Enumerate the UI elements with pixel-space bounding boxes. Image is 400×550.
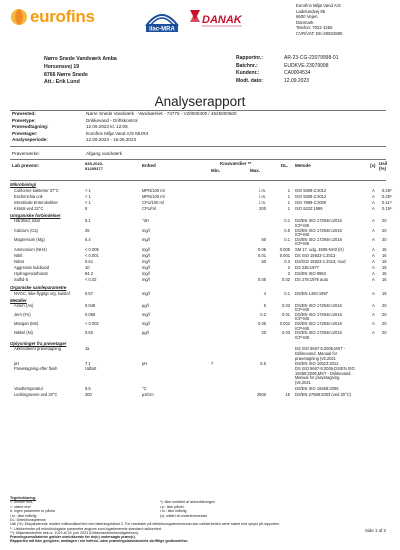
sample-value: 12.09.2023 - 16.09.2023 (86, 137, 137, 142)
uncertainty: 20 (382, 218, 387, 224)
unit: mg/l (142, 246, 150, 252)
meta-label: Batchnr.: (236, 62, 258, 69)
result-value: Ja (85, 346, 90, 352)
section-title: Mikrobiologi (10, 182, 37, 187)
result-value: < 0.001 (85, 253, 99, 259)
unit: mg/l (142, 253, 150, 259)
req-max: 0.05 (258, 246, 266, 252)
param-name: Arsen (As) (14, 302, 34, 308)
subcontract-flag: A (372, 200, 375, 206)
method: DS 236:1977 (295, 265, 319, 271)
meta-value: EUDKVE-23079998 (284, 62, 329, 69)
method: DS/EN ISO 17294m:2016 ICP-MS (295, 330, 342, 340)
uncertainty: 20 (382, 320, 387, 326)
ilac-text: ilac-MRA (149, 26, 175, 33)
detection-limit: 1 (287, 206, 290, 212)
section-title: Metaller (10, 297, 27, 303)
detection-limit: 1 (287, 200, 290, 206)
subcontract-flag: A (372, 320, 375, 326)
result-value: 0.60 (85, 330, 93, 336)
footnote: Usil (%): Ekspanderede relative måleusikkerhed med dækningsfaktor 2. For resultater på detektionsgrænseniveau kan usikkerheden være større end oplyst på rapporten. (10, 522, 281, 527)
meta-row (236, 78, 338, 86)
unit: CFU/100 ml (142, 200, 164, 206)
header-x: (x) (370, 163, 376, 168)
unit: mg/l (142, 271, 150, 277)
unit: CFU/ml (142, 206, 156, 212)
unit: MPN/100 ml (142, 188, 165, 193)
page-title: Analyserapport (154, 94, 246, 109)
unit: µg/l (142, 302, 149, 308)
detection-limit: 0.005 (279, 246, 290, 252)
result-value: 8 (85, 206, 88, 212)
detection-limit: 0.002 (279, 320, 290, 326)
subcontract-flag: A (372, 218, 375, 224)
unit: mg/l (142, 311, 150, 317)
method: ISO 7899-2:2000 (295, 200, 327, 206)
table-row (10, 347, 386, 361)
uncertainty: 0.25¹⁾ (382, 188, 393, 193)
param-name: Nitrat (14, 259, 24, 265)
sample-value: Eurofins Miljø Vand A/S MUR4 (86, 130, 149, 136)
company-address (296, 3, 342, 37)
req-max: 5 (263, 302, 266, 308)
param-name: Intestinale Enterokokker (14, 200, 58, 206)
legend-item: *): Ikke omfattet af akkrediteringen (160, 500, 215, 505)
table-row (10, 238, 386, 247)
brand-name: eurofins (30, 7, 95, 26)
recipient-line: Nørre Snede Vandværk Amba (44, 56, 117, 62)
method: SM 17. udg. 4500-NH3 (H) (295, 246, 344, 252)
method: DS/EN ISO 17294m:2016 ICP-MS (295, 227, 342, 238)
sample-value: 12.09.2023 kl. 12:05 (86, 124, 128, 129)
method: ISO 9308-2:2012 (295, 188, 327, 193)
param-name: Nikkel (Ni) (14, 330, 33, 336)
unit: mg/l (142, 227, 150, 233)
param-name: pH (14, 361, 20, 367)
result-value: 300 (85, 391, 92, 397)
recipient-line: Att.: Erik Lund (44, 79, 80, 86)
bottom-notice (10, 535, 188, 544)
req-max: i.m. (259, 200, 266, 206)
req-max: 20 (261, 330, 266, 336)
unit: mg/l (142, 290, 150, 296)
subcontract-flag: A (372, 253, 375, 259)
legend-item: #: ingen parametre er påvist (10, 509, 55, 514)
subcontract-flag: A (372, 188, 375, 193)
table-header (10, 160, 386, 180)
result-value: < 1 (85, 200, 91, 206)
sample-label: Prøvested: (12, 111, 36, 116)
meta-row (236, 55, 338, 63)
subcontract-flag: A (372, 206, 375, 212)
section-title: Uorganiske forbindelser (10, 213, 61, 219)
ilac-mra-logo (142, 4, 182, 38)
uncertainty: 20 (382, 302, 387, 308)
param-name: Hydrogencarbonat (14, 271, 48, 277)
result-value: < 1 (85, 194, 91, 200)
subcontract-flag: A (372, 246, 375, 252)
unit: mg/l (142, 259, 150, 265)
result-value: < 0.002 (85, 320, 99, 326)
method: DS/EN ISO 9963 (295, 271, 326, 277)
result-value: < 0.02 (85, 277, 97, 283)
req-max: 50 (261, 259, 266, 265)
results-table (10, 181, 393, 398)
detection-limit: 0.1 (284, 218, 290, 224)
subcontract-flag: A (372, 302, 375, 308)
req-max: 4 (263, 290, 266, 296)
legend-item: i.m.: ikke målelig (160, 509, 187, 514)
table-row (10, 367, 386, 385)
subcontract-flag: A (372, 194, 375, 200)
method: DS/EN 27888:2003 (ved 20°C) (295, 391, 352, 397)
subcontract-flag: A (372, 311, 375, 317)
method: DS/EN ISO 19458:2006 (295, 385, 339, 391)
result-value: < 1 (85, 188, 91, 193)
param-name: Akkrediteret prøvetagning (14, 346, 61, 352)
uncertainty: 15 (382, 259, 387, 265)
meta-value: 12.09.2023 (284, 77, 310, 84)
req-max: 0.01 (258, 253, 266, 259)
req-min: 7 (211, 361, 214, 367)
result-value: 84.2 (85, 271, 93, 277)
unit: mg/l (142, 236, 150, 242)
detection-limit: 0.01 (282, 311, 290, 317)
req-max: i.m. (259, 194, 266, 200)
detection-limit: 0.02 (282, 277, 290, 283)
detection-limit: 0.001 (279, 253, 290, 259)
unit: MPN/100 ml (142, 194, 165, 200)
result-value: 0.61 (85, 259, 93, 265)
subcontract-flag: A (372, 265, 375, 271)
bottom-line: Rapporten må ikke gengives, undtagen i sin helhed, uden prøvningslaboratoriets skriftlige godkendelse. (10, 539, 189, 544)
legend-item: <: mindre end, (10, 500, 34, 505)
param-name: Ammonium (NH4) (14, 246, 47, 252)
page-number: Side 1 af 2 (365, 528, 386, 533)
unit: µg/l (142, 330, 149, 336)
header-max: Max. (250, 168, 261, 173)
method: DS ISO 5667-5:2006,DS/EN ISO 19458:2006,MST - Drikkevand. Manual for prøvetagning (v5.2021 (295, 366, 355, 386)
meta-label: Modt. dato: (236, 77, 263, 84)
bottom-line: Prøvningsresultaterne gælder udelukkende for de(n) undersøgte prøve(r). (10, 535, 136, 539)
method: DS/EN ISO 17294m:2016 ICP-MS (295, 302, 342, 313)
recipient-line: Horsensvej 19 (44, 63, 80, 70)
result-value: 5.1 (85, 218, 91, 224)
report-meta (236, 55, 338, 85)
param-name: Hårdhed, total (14, 218, 40, 224)
meta-label: Kundenr.: (236, 70, 260, 77)
section-title: Organiske samleparametre (10, 284, 67, 290)
req-max: 2500 (256, 391, 266, 397)
result-value: Udført (85, 366, 97, 372)
param-name: Magnesium (Mg) (14, 236, 45, 242)
detection-limit: 1 (287, 194, 290, 200)
company-line: CVR/VAT: DK-29822880 (296, 30, 343, 36)
param-name: Prøvetagning efter flush (14, 366, 58, 372)
meta-row (236, 70, 338, 78)
meta-value: AR-23-CG-23079998-01 (284, 55, 339, 61)
sample-label: Prøveudtagning: (12, 124, 49, 129)
subcontract-flag: A (372, 290, 375, 296)
param-name: Aggressiv kuldioxid (14, 265, 50, 271)
sample-value: Nørre Snede Vandværk - Vandværket - 74775 - V20000400 / 4625000500 (86, 111, 237, 116)
param-name: Escherichia coli (14, 194, 43, 200)
req-max: 50 (261, 236, 266, 242)
header-dl: DL. (281, 163, 289, 168)
table-row (10, 392, 386, 398)
uncertainty: 15 (382, 253, 387, 259)
subcontract-flag: A (372, 227, 375, 233)
header-method: Metode (295, 163, 311, 168)
method: DS/EN ISO 17294m:2016 ICP-MS (295, 218, 342, 228)
unit: °dH (142, 218, 149, 224)
legend-item: i.m.: ikke målelig (10, 513, 37, 518)
detection-limit: 2 (287, 265, 290, 271)
meta-value: CA0004534 (284, 70, 311, 77)
company-line: Danmark (296, 19, 314, 25)
footnote: **): Miljøministeriets bek.nr. 1023 af 29. juni 2023 (Drikkevandsbekendtgørelsen). (10, 531, 140, 536)
param-name: Coliforme bakterier 37°C (14, 188, 59, 193)
detection-limit: 0.03 (282, 330, 290, 336)
uncertainty: 15 (382, 277, 387, 283)
param-name: Nitrit (14, 253, 23, 259)
req-max: i.m. (259, 188, 266, 193)
uncertainty: 0.15¹⁾ (382, 206, 393, 212)
subcontract-flag: A (372, 259, 375, 265)
uncertainty: 15 (382, 246, 387, 252)
unit: µS/cm (142, 391, 154, 397)
header-unit: Enhed (142, 163, 156, 168)
unit: mg/l (142, 320, 150, 326)
result-value: 0.048 (85, 302, 96, 308)
method: DS/EN 1484:1997 (295, 290, 328, 296)
detection-limit: 1 (287, 188, 290, 193)
unit: °C (142, 385, 147, 391)
param-name: Jern (Fe) (14, 311, 31, 317)
meta-row (236, 63, 338, 71)
recipient-address (44, 56, 117, 87)
danak-logo (186, 6, 244, 36)
method: ISO 6222:1999 (295, 206, 323, 212)
section-title: Oplysninger fra prøvetager (10, 341, 67, 347)
subcontract-flag: A (372, 277, 375, 283)
eurofins-leaf-icon (10, 6, 30, 28)
provemaerke-label: Prøvemærke: (12, 151, 40, 156)
header-min: Min. (211, 168, 220, 173)
uncertainty: 20 (382, 236, 387, 242)
danak-text: DANAK (202, 14, 242, 26)
header-uncertainty: Usil (%) (379, 161, 388, 172)
sample-label: Prøvetager: (12, 130, 38, 136)
meta-label: Rapportnr.: (236, 55, 263, 61)
header-sample-id: 835-2023- 81295377 (85, 161, 104, 172)
recipient-line: 8766 Nørre Snede (44, 71, 88, 78)
method: DS/EN ISO 17294m:2016 ICP-MS (295, 320, 342, 331)
unit: mg/l (142, 265, 150, 271)
legend-title: Tegnforklaring: (10, 496, 37, 500)
param-name: Sulfid-S (14, 277, 29, 283)
result-value: 6.4 (85, 236, 91, 242)
method: DS 278:1976 auto (295, 277, 329, 283)
company-line: Ladelundvej 85 (296, 8, 326, 14)
detection-limit: 3 (287, 271, 290, 277)
detection-limit: 0.5 (284, 227, 290, 233)
eurofins-logo (10, 6, 130, 32)
unit: mg/l (142, 277, 150, 283)
param-name: Kimtal ved 22°C (14, 206, 44, 212)
divider (10, 146, 386, 147)
detection-limit: 0.1 (284, 236, 290, 242)
subcontract-flag: A (372, 271, 375, 277)
param-name: Vandtemperatur (14, 385, 44, 391)
param-name: NVOC, ikke-flygtigt org. kulstof (14, 290, 70, 296)
uncertainty: 15 (382, 290, 387, 296)
uncertainty: 20 (382, 227, 387, 233)
param-name: Calcium (Ca) (14, 227, 38, 233)
subcontract-flag: A (372, 330, 375, 336)
result-value: 9.5 (85, 385, 91, 391)
footnotes (10, 496, 388, 536)
legend-item: (x): udført af underleverandør (160, 513, 207, 518)
legend-item: >: større end (10, 504, 31, 509)
req-max: 0.05 (258, 320, 266, 326)
uncertainty: 15 (382, 265, 387, 271)
method: DS ISO 15923-1:2013 (295, 253, 336, 259)
uncertainty: 15 (382, 271, 387, 277)
result-value: 7.1 (85, 361, 91, 367)
header-lab: Lab prøvenr: (12, 163, 40, 168)
result-value: 10 (85, 265, 90, 271)
method: DS/EN ISO 10523:2012 (295, 361, 339, 367)
uncertainty: 20 (382, 330, 387, 336)
result-value: 0.57 (85, 290, 93, 296)
method: DS/EN ISO 17294m:2016 ICP-MS (295, 311, 342, 322)
company-line: Eurofins Miljø Vand A/S (296, 3, 341, 8)
param-name: Ledningsevne ved 20°C (14, 391, 58, 397)
detection-limit: 0.1 (284, 290, 290, 296)
sample-label: Prøvetype: (12, 117, 36, 123)
method: ISO 9308-2:2012 (295, 194, 327, 200)
result-value: 26 (85, 227, 90, 233)
company-line: 6600 Vejen (296, 14, 318, 20)
sample-label: Analyseperiode: (12, 137, 48, 142)
detection-limit: 0.3 (284, 259, 290, 265)
sample-value: Drikkevand - Driftskontrol (86, 117, 138, 123)
uncertainty: 20 (382, 311, 387, 317)
param-name: Mangan (Mn) (14, 320, 39, 326)
legend-item: DL: Detektionsgrænse (10, 518, 46, 523)
req-max: 0.05 (258, 277, 266, 283)
result-value: 0.055 (85, 311, 96, 317)
req-max: 8.5 (260, 361, 266, 367)
method: DS/ISO 15923-1:2013, mod (295, 259, 346, 265)
req-max: 0.2 (260, 311, 266, 317)
result-value: < 0.005 (85, 246, 99, 252)
company-line: Telefon: 7022 4256 (296, 25, 333, 31)
provemaerke-value: Afgang vandværk (86, 151, 123, 156)
subcontract-flag: A (372, 236, 375, 242)
header-requirements: Kravværdier ** (220, 161, 252, 166)
detection-limit: 15 (285, 391, 290, 397)
method: DS/EN ISO 17294m:2016 ICP-MS (295, 236, 342, 247)
table-row (10, 331, 386, 340)
method: DS ISO 5667-5:2006,MST - Drikkevand. Manual for prøvetagning (v5.2021 (295, 346, 346, 361)
uncertainty: 0.25¹⁾ (382, 194, 393, 200)
uncertainty: 0.11¹⁾ (382, 200, 393, 206)
detection-limit: 0.03 (282, 302, 290, 308)
legend-item: i.p.: ikke påvist (160, 504, 184, 509)
footnote: ¹⁾: Usikkerheder på mikrobiologiske parametre angives som logaritmerede standard usikkerhed. (10, 526, 162, 531)
unit: pH (142, 361, 148, 367)
req-max: 200 (259, 206, 266, 212)
